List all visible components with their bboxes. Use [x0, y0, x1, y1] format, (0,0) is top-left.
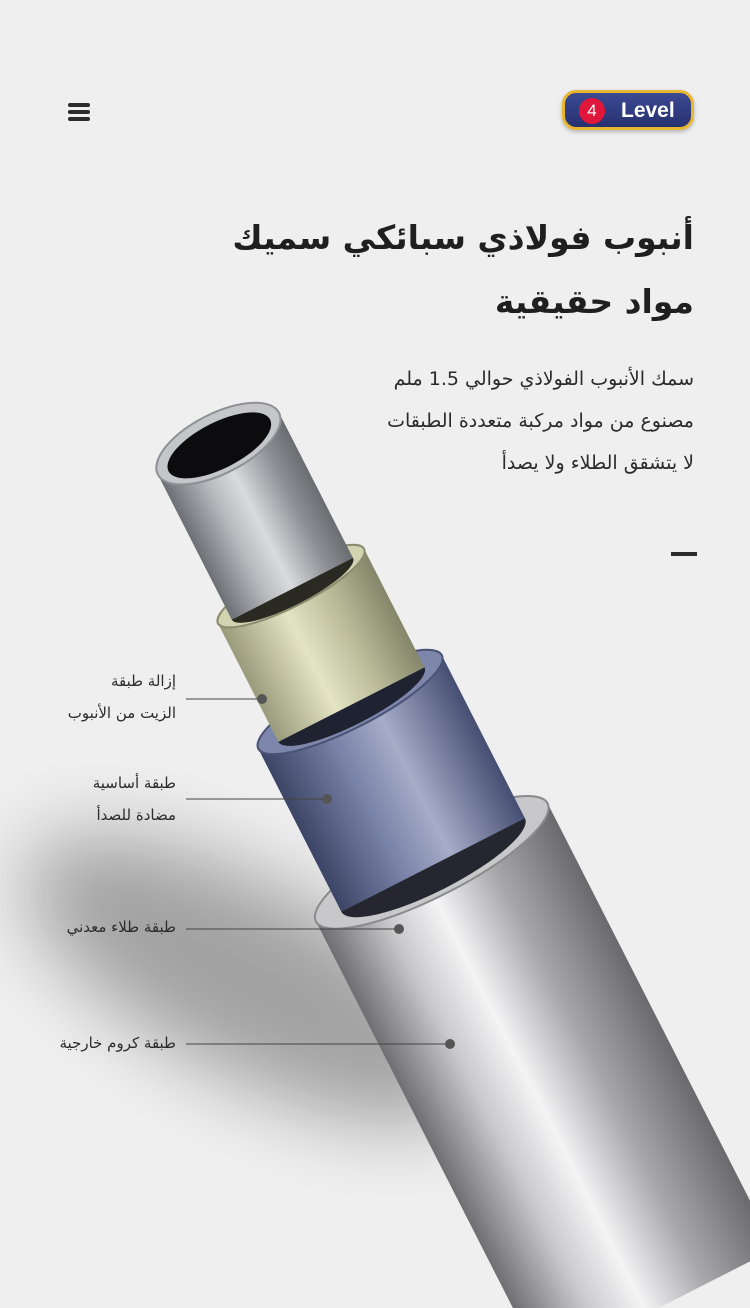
callout-metal-coating — [6, 911, 176, 943]
description-line-3: لا يتشقق الطلاء ولا يصدأ — [501, 452, 694, 474]
description-line-1: سمك الأنبوب الفولاذي حوالي 1.5 ملم — [393, 368, 694, 390]
callout-outer-chrome — [6, 1027, 176, 1059]
title-line-1: أنبوب فولاذي سبائكي سميك — [232, 218, 694, 257]
description-line-2: مصنوع من مواد مركبة متعددة الطبقات — [387, 410, 694, 432]
level-label: Level — [621, 99, 675, 122]
callout-oil-removal-line-2: الزيت من الأنبوب — [67, 704, 176, 722]
callout-anti-rust-primer — [6, 767, 176, 831]
callout-anti-rust-primer-line-2: مضادة للصدأ — [96, 806, 176, 824]
title-line-2: مواد حقيقية — [494, 282, 694, 321]
callout-oil-removal-line-1: إزالة طبقة — [110, 672, 176, 690]
level-number: 4 — [579, 98, 605, 124]
callout-anti-rust-primer-line-1: طبقة أساسية — [92, 774, 176, 792]
callout-metal-coating-line-1: طبقة طلاء معدني — [66, 918, 176, 936]
callout-outer-chrome-line-1: طبقة كروم خارجية — [59, 1034, 176, 1052]
callout-oil-removal — [6, 665, 176, 729]
